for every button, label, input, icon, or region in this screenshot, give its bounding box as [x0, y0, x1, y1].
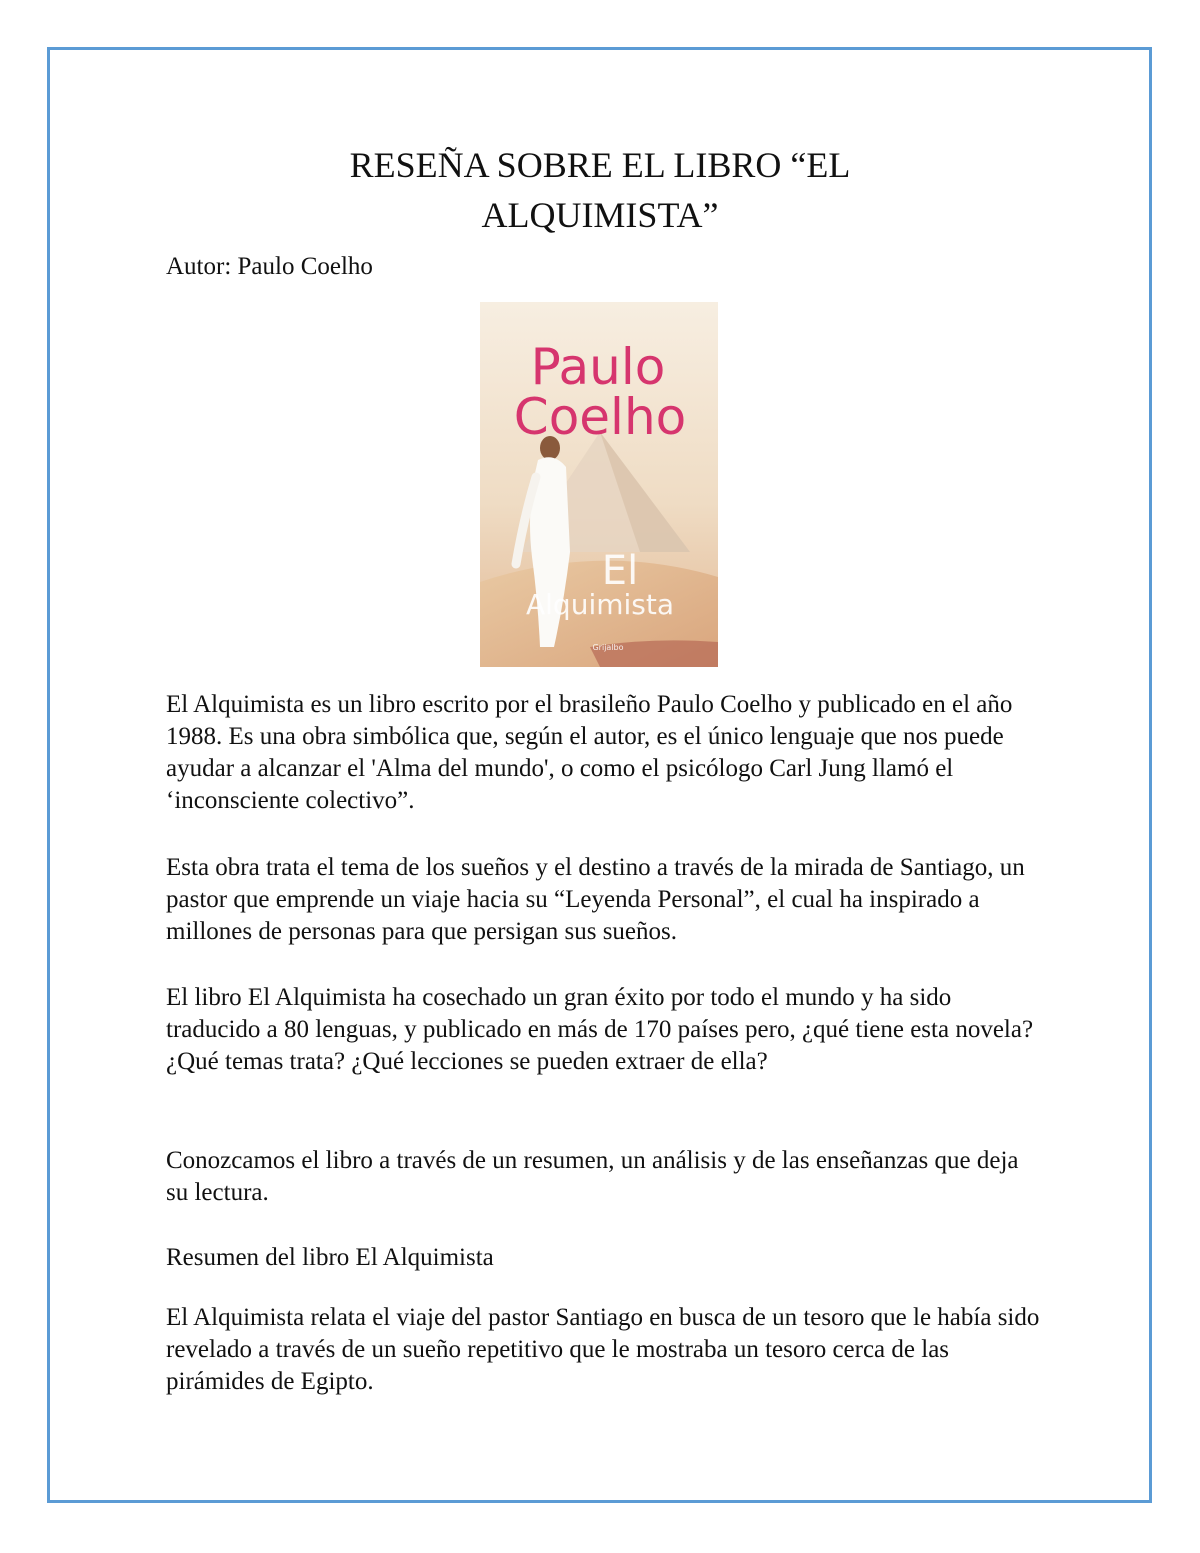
cover-title-line-2: Alquimista — [525, 588, 675, 621]
paragraph-summary: El Alquimista relata el viaje del pastor Santiago en busca de un tesoro que le había sido revelado a través de un sueño repetitivo que le mostraba un tesoro cerca de las pirámides de Egipto. — [166, 1304, 1040, 1395]
title-line-1: RESEÑA SOBRE EL LIBRO “EL — [349, 145, 851, 185]
title-line-2: ALQUIMISTA” — [481, 195, 719, 235]
paragraph-intro: El Alquimista es un libro escrito por el brasileño Paulo Coelho y publicado en el año 1988. Es una obra simbólica que, según el autor, es el único lenguaje que nos puede ayudar a alcanzar el 'Alma del mundo', o como el psicólogo Carl Jung llamó el ‘inconsciente colectivo”. — [166, 691, 1013, 814]
paragraph-overview: Conozcamos el libro a través de un resumen, un análisis y de las enseñanzas que deja su lectura. — [166, 1147, 1019, 1206]
paragraph-success: El libro El Alquimista ha cosechado un gran éxito por todo el mundo y ha sido traducido a 80 lenguas, y publicado en más de 170 países pero, ¿qué tiene esta novela? ¿Qué temas trata? ¿Qué lecciones se pueden extraer de ella? — [166, 984, 1034, 1075]
section-heading-summary: Resumen del libro El Alquimista — [166, 1244, 494, 1271]
author-line: Autor: Paulo Coelho — [166, 253, 373, 280]
cover-publisher: Grijalbo — [592, 643, 624, 652]
cover-author-line-2: Coelho — [513, 388, 687, 446]
cover-author-line-1: Paulo — [530, 338, 666, 396]
book-cover-image — [480, 302, 718, 667]
paragraph-theme: Esta obra trata el tema de los sueños y el destino a través de la mirada de Santiago, un pastor que emprende un viaje hacia su “Leyenda Personal”, el cual ha inspirado a millones de personas para que persigan sus sueños. — [166, 854, 1025, 945]
document-title — [0, 140, 1200, 240]
cover-title-line-1: El — [601, 548, 639, 594]
